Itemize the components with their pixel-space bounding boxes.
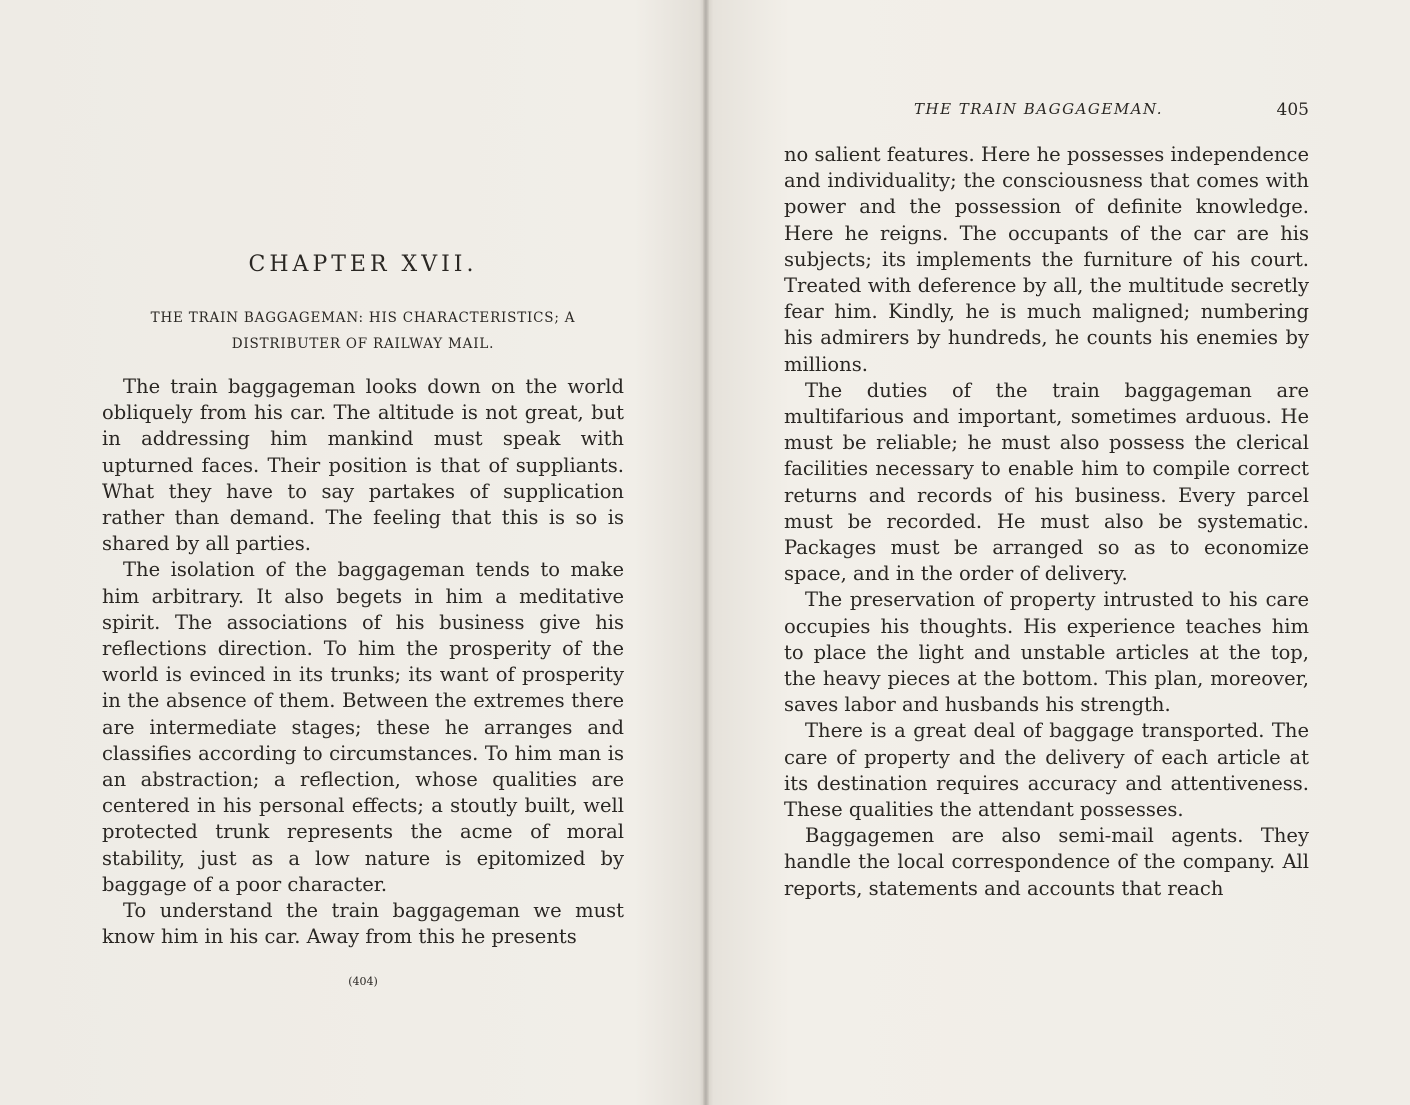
left-page [102,0,624,1105]
book-gutter [703,0,709,1105]
paragraph-continued: no salient features. Here he possesses independence and individuality; the consciousness that comes with power and the possession of definite knowledge. Here he reigns. The occupants of the car are his subjects; its implements the furniture of his court. Treated with deference by all, the multitude secretly fear him. Kindly, he is much maligned; numbering his admirers by hundreds, he counts his enemies by millions. [784,143,1309,376]
paragraph: There is a great deal of baggage transported. The care of property and the delivery of each article at its destination requires accuracy and attentiveness. These qualities the attendant possesses. [784,719,1309,822]
folio-page-number: (404) [348,975,378,988]
paragraph: The isolation of the baggageman tends to make him arbitrary. It also begets in him a meditative spirit. The associations of his business give his reflections direction. To him the prosperity of the world is evinced in its trunks; its want of prosperity in the absence of them. Between the extremes there are intermediate stages; these he arranges and classifies according to circumstances. To him man is an abstraction; a reflection, whose qualities are centered in his personal effects; a stoutly built, well protected trunk represents the acme of moral stability, just as a low nature is epitomized by baggage of a poor character. [102,558,624,896]
right-page-body [784,142,1309,902]
paragraph: The duties of the train baggageman are multifarious and important, sometimes arduous. He must be reliable; he must also possess the clerical facilities necessary to enable him to compile correct returns and records of his business. Every parcel must be recorded. He must also be systematic. Packages must be arranged so as to economize space, and in the order of delivery. [784,378,1309,586]
paragraph: The preservation of property intrusted to his care occupies his thoughts. His experience teaches him to place the light and unstable articles at the top, the heavy pieces at the bottom. This plan, moreover, saves labor and husbands his strength. [784,588,1309,717]
left-page-body [102,374,624,950]
right-page [784,0,1309,1105]
paragraph: The train baggageman looks down on the world obliquely from his car. The altitude is not great, but in addressing him mankind must speak with upturned faces. Their position is that of suppliants. What they have to say partakes of supplication rather than demand. The feeling that this is so is shared by all parties. [102,375,624,556]
paragraph: Baggagemen are also semi-mail agents. They handle the local correspondence of the company. All reports, statements and accounts that reach [784,824,1309,900]
chapter-heading: CHAPTER XVII. [248,252,478,277]
running-title: THE TRAIN BAGGAGEMAN. [914,100,1163,118]
paragraph: To understand the train baggageman we must know him in his car. Away from this he presents [102,899,624,949]
chapter-summary: THE TRAIN BAGGAGEMAN: HIS CHARACTERISTICS; A DISTRIBUTER OF RAILWAY MAIL. [150,310,576,352]
page-number: 405 [1276,100,1309,120]
